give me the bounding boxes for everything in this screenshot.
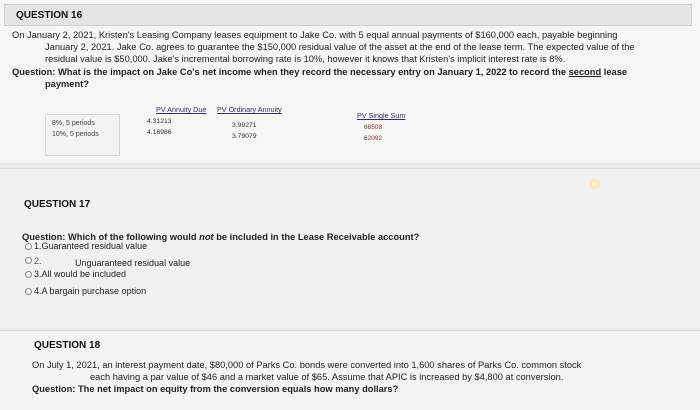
- question-18-prompt-text: The net impact on equity from the conversion equals how many dollars?: [77, 384, 399, 394]
- question-18-prompt: [32, 384, 398, 396]
- pv-single-sum-8: 68508: [364, 124, 383, 131]
- option-2-label[interactable]: Unguaranteed residual value: [75, 258, 191, 268]
- option-4-radio[interactable]: [25, 288, 32, 295]
- question-16-title: QUESTION 16: [16, 10, 83, 21]
- question-18-prompt-label: Question:: [32, 384, 76, 394]
- option-2-radio[interactable]: [25, 257, 32, 264]
- pv-row-label-8: 8%, 5 periods: [52, 120, 95, 127]
- pv-ordinary-annuity-8: 3.99271: [232, 122, 257, 129]
- question-16-body-line-2: January 2, 2021. Jake Co. agrees to guarantee the $150,000 residual value of the asset at the end of the lease term. The expected value of the: [45, 42, 635, 52]
- question-17-prompt-italic: not: [199, 232, 214, 242]
- option-4-label[interactable]: 4.A bargain purchase option: [34, 286, 147, 296]
- option-2-number[interactable]: 2.: [34, 256, 42, 266]
- pv-header-single-sum: PV Single Sum: [357, 111, 406, 120]
- question-16-prompt-underlined: second: [568, 67, 602, 77]
- pv-header-ordinary-annuity: PV Ordinary Annuity: [217, 105, 282, 114]
- question-16-body-line-3: residual value is $50,000. Jake's incremental borrowing rate is 10%, however it knows that Kristen's implicit interest rate is 8%.: [45, 54, 566, 64]
- question-18-body-line-1: On July 1, 2021, an interest payment date, $80,000 of Parks Co. bonds were converted into 1,600 shares of Parks Co. common stock: [32, 360, 582, 370]
- question-16-prompt-line-2: payment?: [45, 79, 89, 89]
- question-18-body-line-2: each having a par value of $46 and a market value of $65. Assume that APIC is increased by $4,800 at conversion.: [90, 372, 564, 382]
- light-glare: [589, 178, 601, 190]
- question-16-header: [4, 4, 692, 26]
- question-16-prompt: [12, 67, 627, 79]
- question-17-prompt-label: Question:: [22, 232, 66, 242]
- pv-annuity-due-10: 4.16986: [147, 129, 172, 136]
- pv-annuity-due-8: 4.31213: [147, 118, 172, 125]
- question-17-title: QUESTION 17: [24, 199, 91, 210]
- pv-table-row-labels: [45, 114, 120, 156]
- pv-row-label-10: 10%, 5 periods: [52, 131, 99, 138]
- question-16-prompt-label: Question:: [12, 67, 56, 77]
- question-18-title: QUESTION 18: [34, 340, 101, 351]
- question-17-prompt-text-end: be included in the Lease Receivable account?: [216, 232, 420, 242]
- question-16-prompt-text-end: lease: [603, 67, 628, 77]
- pv-header-annuity-due: PV Annuity Due: [156, 105, 207, 114]
- option-3-label[interactable]: 3.All would be included: [34, 269, 127, 279]
- question-16-panel: [0, 0, 700, 163]
- question-16-body-line-1: On January 2, 2021, Kristen's Leasing Company leases equipment to Jake Co. with 5 equal annual payments of $160,000 each, payable beginning: [12, 30, 618, 40]
- pv-single-sum-10: 62092: [364, 135, 383, 142]
- question-16-prompt-text: What is the impact on Jake Co's net income when they record the necessary entry on January 1, 2022 to record the: [57, 67, 567, 77]
- question-17-prompt-text: Which of the following would: [67, 232, 197, 242]
- pv-ordinary-annuity-10: 3.79079: [232, 133, 257, 140]
- option-1-label[interactable]: 1.Guaranteed residual value: [34, 241, 148, 251]
- option-3-radio[interactable]: [25, 271, 32, 278]
- option-1-radio[interactable]: [25, 243, 32, 250]
